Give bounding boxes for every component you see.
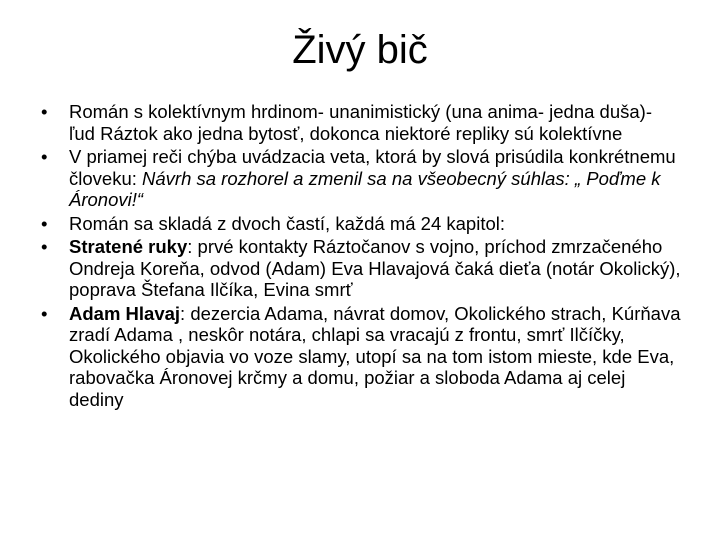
bullet-text: : prvé kontakty Ráztočanov s vojno, príchod zmrzačeného Ondreja Koreňa, odvod (Adam) Eva Hlavajová čaká dieťa (notár Okolický), poprava Štefana Ilčíka, Evina smrť: [69, 236, 681, 300]
bullet-item-direct-speech: [36, 146, 681, 211]
bullet-part-title: Stratené ruky: [69, 236, 188, 257]
bullet-item-part-two: [36, 303, 681, 411]
slide-title: Živý bič: [292, 28, 428, 72]
bullet-text: : dezercia Adama, návrat domov, Okolického strach, Kúrňava zradí Adama , neskôr notára, chlapi sa vracajú z frontu, smrť Ilčíčky, Okolického objavia vo voze slamy, utopí sa na tom istom mieste, kde Eva, rabovačka Áronovej krčmy a domu, požiar a sloboda Adama aj celej dediny: [69, 302, 681, 410]
bullet-dot-icon: •: [41, 212, 48, 234]
bullet-item-part-one: [36, 236, 681, 301]
bullet-list: [36, 101, 681, 412]
bullet-text: V priamej reči chýba uvádzacia veta, ktorá by slová prisúdila konkrétnemu človeku:: [69, 146, 676, 189]
bullet-dot-icon: •: [41, 146, 48, 167]
bullet-part-title: Adam Hlavaj: [69, 302, 181, 324]
bullet-item-structure: [36, 213, 681, 235]
bullet-dot-icon: •: [41, 236, 48, 257]
bullet-item-collective-hero: [36, 101, 681, 144]
bullet-quote: Návrh sa rozhorel a zmenil sa na všeobecný súhlas: „ Poďme k Áronovi!“: [69, 167, 661, 210]
bullet-text: Román s kolektívnym hrdinom- unanimistický (una anima- jedna duša)- ľud Ráztok ako jedna bytosť, dokonca niektoré repliky sú kolektívne: [69, 101, 652, 144]
bullet-text: Román sa skladá z dvoch častí, každá má 24 kapitol:: [69, 212, 505, 234]
bullet-dot-icon: •: [41, 302, 48, 324]
bullet-dot-icon: •: [41, 101, 48, 122]
